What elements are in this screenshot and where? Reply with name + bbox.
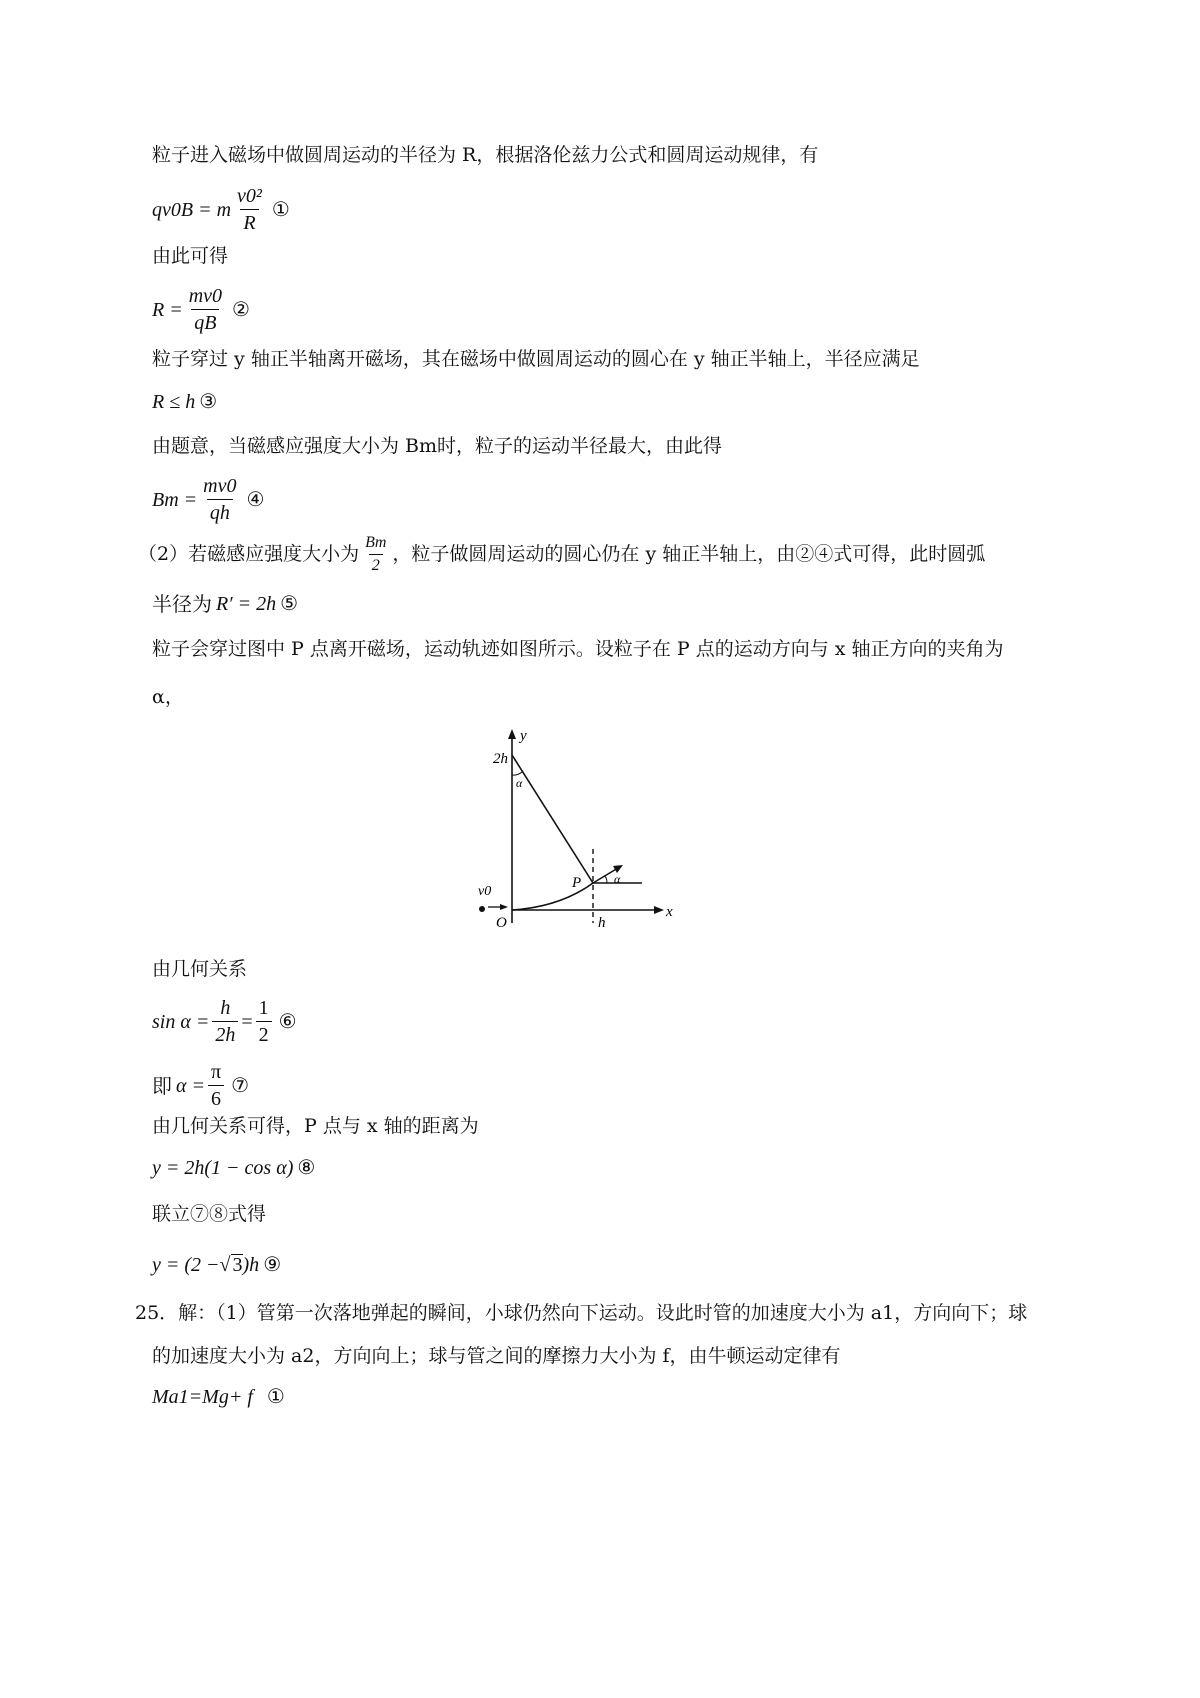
x-axis-arrow bbox=[654, 906, 664, 914]
part-2-line: （2）若磁感应强度大小为 $\frac{Bm}{2}$ ，粒子做圆周运动的圆心仍在 y 轴正半轴上，由②④式可得，此时圆弧 bbox=[138, 534, 986, 574]
question-25-line: 25．解：（1）管第一次落地弹起的瞬间，小球仍然向下运动。设此时管的加速度大小为 a1，方向向下；球 bbox=[135, 1302, 1028, 1324]
equation-3: R ≤ h ③ bbox=[152, 391, 218, 413]
text-line: 由题意，当磁感应强度大小为 Bm时，粒子的运动半径最大，由此得 bbox=[152, 435, 723, 457]
h-label: h bbox=[598, 915, 606, 931]
top-label: 2h bbox=[493, 751, 508, 767]
radius-line bbox=[512, 755, 593, 883]
text-line: 由几何关系 bbox=[152, 958, 248, 980]
particle-dot bbox=[479, 906, 485, 912]
text-line: 联立⑦⑧式得 bbox=[152, 1203, 267, 1225]
v0-arrow bbox=[500, 904, 508, 910]
equation-2: R = $\frac{mv0}{qB}$ ② bbox=[152, 285, 250, 334]
equation-9: y = (2 − √ 3 )h ⑨ bbox=[152, 1253, 282, 1276]
text-line: 的加速度大小为 a2，方向向上；球与管之间的摩擦力大小为 f，由牛顿运动定律有 bbox=[152, 1345, 841, 1367]
text-line: 粒子会穿过图中 P 点离开磁场，运动轨迹如图所示。设粒子在 P 点的运动方向与 x 轴正方向的夹角为 bbox=[152, 638, 1004, 660]
alpha-arc-top bbox=[512, 771, 523, 775]
equation-8: y = 2h(1 − cos α) ⑧ bbox=[152, 1157, 316, 1179]
text-line: 由此可得 bbox=[152, 245, 229, 267]
text-line: 由几何关系可得，P 点与 x 轴的距离为 bbox=[152, 1115, 479, 1137]
y-axis-arrow bbox=[508, 729, 516, 739]
text-line: 粒子穿过 y 轴正半轴离开磁场，其在磁场中做圆周运动的圆心在 y 轴正半轴上，半径应满足 bbox=[152, 348, 920, 370]
equation-6: sin α = $\frac{h}{2h}$ = $\frac{1}{2}$ ⑥ bbox=[152, 997, 297, 1046]
y-label: y bbox=[520, 728, 527, 744]
alpha-arc-p bbox=[604, 876, 607, 883]
alpha-p-label: α bbox=[614, 872, 621, 886]
origin-label: O bbox=[496, 915, 507, 931]
v0-label: v0 bbox=[478, 884, 492, 899]
p-label: P bbox=[572, 875, 582, 891]
trajectory-diagram bbox=[470, 725, 710, 940]
equation-1: qv0B = m $\frac{\text{v0²}}{R}$ ① bbox=[152, 185, 290, 234]
equation-10: Ma1=Mg+ f ① bbox=[152, 1386, 285, 1408]
equation-7: 即 α = $\frac{\pi}{6}$ ⑦ bbox=[152, 1061, 250, 1110]
equation-5-line: 半径为 R′ = 2h ⑤ bbox=[152, 592, 299, 616]
equation-4: Bm = $\frac{mv0}{qh}$ ④ bbox=[152, 475, 265, 524]
text-line: 粒子进入磁场中做圆周运动的半径为 R，根据洛伦兹力公式和圆周运动规律，有 bbox=[152, 144, 819, 166]
x-label: x bbox=[666, 904, 673, 920]
text-line: α， bbox=[152, 686, 184, 708]
alpha-top-label: α bbox=[516, 776, 523, 790]
